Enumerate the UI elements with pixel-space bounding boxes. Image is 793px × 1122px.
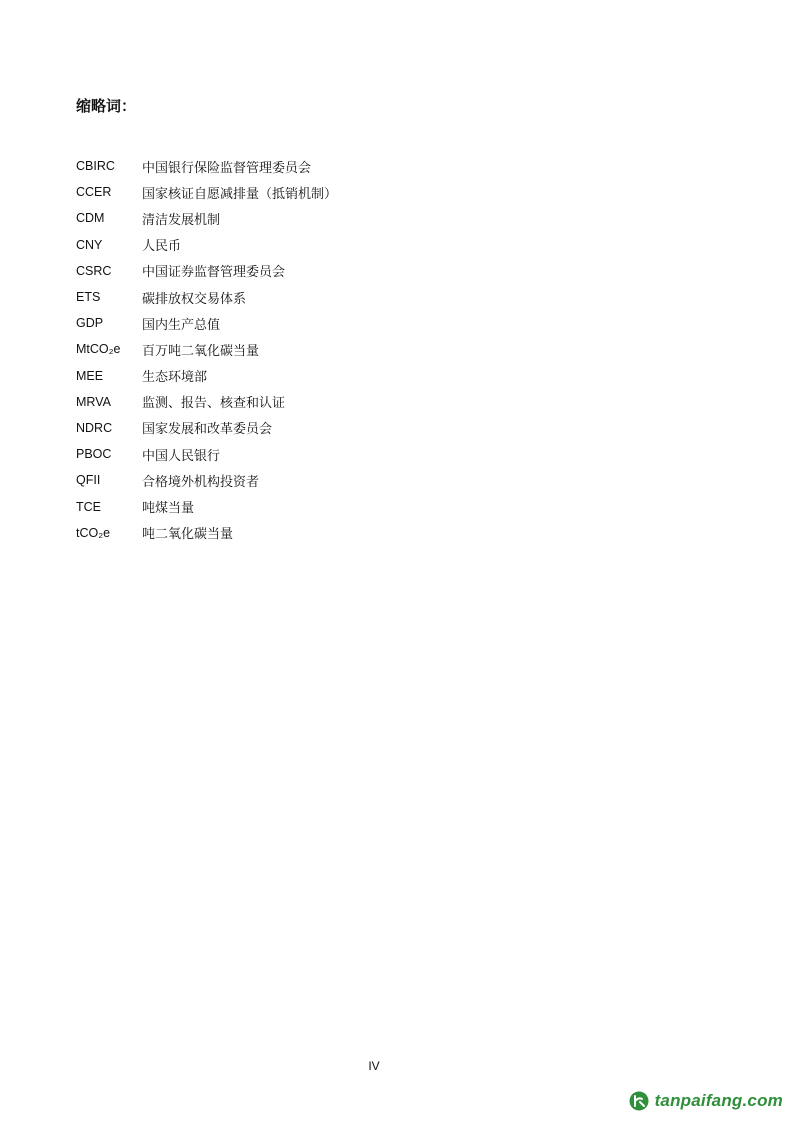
abbreviation-term: tCO₂e (76, 525, 111, 540)
abbreviation-row (76, 493, 337, 519)
abbreviation-definition: 监测、报告、核查和认证 (142, 396, 286, 412)
abbreviation-term: GDP (76, 316, 104, 331)
abbreviation-term: QFII (76, 473, 101, 488)
watermark-text: tanpaifang.com (654, 1091, 783, 1110)
abbreviation-definition: 吨二氧化碳当量 (142, 527, 234, 543)
abbreviation-term: PBOC (76, 447, 112, 462)
abbreviation-row (76, 389, 337, 415)
abbreviation-definition: 中国证券监督管理委员会 (142, 265, 286, 281)
abbreviation-definition: 吨煤当量 (142, 501, 195, 517)
abbreviation-row (76, 153, 337, 179)
tanpaifang-logo-icon (629, 1091, 649, 1111)
abbreviation-term: MtCO₂e (76, 342, 121, 357)
abbreviation-term: CDM (76, 211, 105, 226)
abbreviation-row (76, 441, 337, 467)
abbreviation-row (76, 336, 337, 362)
abbreviation-term: TCE (76, 499, 101, 514)
page-number: IV (368, 1059, 380, 1073)
abbreviation-definition: 国家核证自愿减排量（抵销机制） (142, 186, 338, 202)
watermark (629, 1090, 783, 1112)
abbreviation-row (76, 467, 337, 493)
abbreviation-definition: 清洁发展机制 (142, 212, 221, 228)
abbreviation-definition: 合格境外机构投资者 (142, 474, 260, 490)
abbreviation-term: CBIRC (76, 159, 115, 174)
abbreviation-definition: 生态环境部 (142, 370, 208, 386)
abbreviation-definition: 碳排放权交易体系 (142, 291, 247, 307)
abbreviation-row (76, 415, 337, 441)
abbreviation-term: NDRC (76, 420, 113, 435)
abbreviation-definition: 国家发展和改革委员会 (142, 422, 273, 438)
abbreviation-row (76, 520, 337, 546)
abbreviation-term: CCER (76, 185, 112, 200)
abbreviation-row (76, 363, 337, 389)
abbreviation-term: CSRC (76, 263, 112, 278)
abbreviation-definition: 中国人民银行 (142, 448, 221, 464)
abbreviation-row (76, 179, 337, 205)
abbreviation-term: ETS (76, 290, 101, 305)
abbreviation-definition: 中国银行保险监督管理委员会 (142, 160, 312, 176)
abbreviation-term: CNY (76, 237, 103, 252)
abbreviation-row (76, 284, 337, 310)
abbreviation-row (76, 232, 337, 258)
abbreviation-list (76, 153, 337, 546)
abbreviation-term: MEE (76, 368, 104, 383)
abbreviation-term: MRVA (76, 394, 111, 409)
abbreviation-definition: 百万吨二氧化碳当量 (142, 343, 260, 359)
abbreviation-row (76, 310, 337, 336)
abbreviation-row (76, 205, 337, 231)
abbreviation-row (76, 258, 337, 284)
abbreviation-definition: 国内生产总值 (142, 317, 221, 333)
abbreviation-definition: 人民币 (142, 239, 182, 255)
abbreviations-heading: 缩略词： (76, 97, 137, 115)
